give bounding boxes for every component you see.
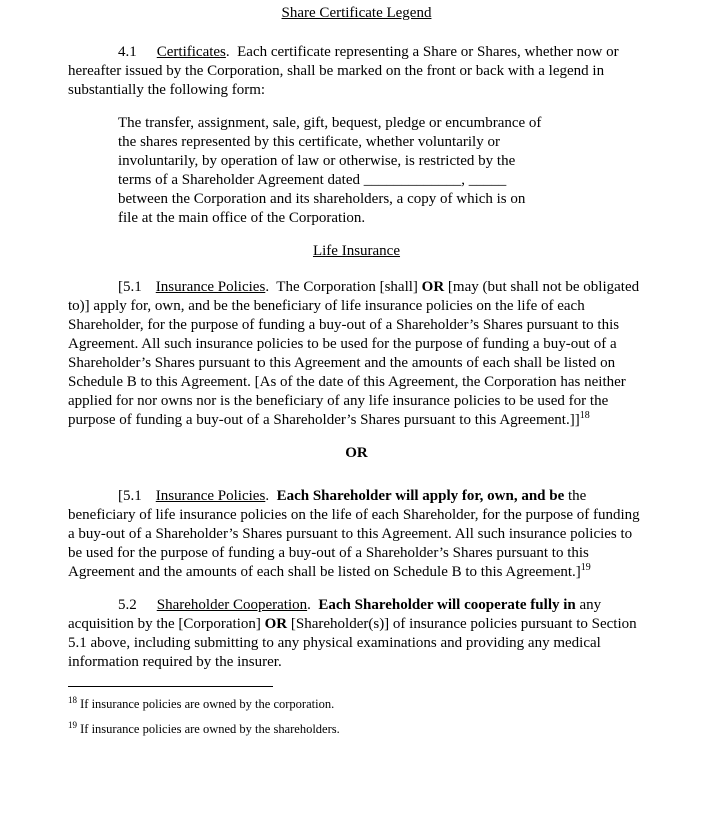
- footnote-18: [68, 696, 645, 712]
- certificate-legend-quote: The transfer, assignment, sale, gift, bequest, pledge or encumbrance of the shares represented by this certificate, whether voluntarily or involuntarily, by operation of law or otherwise, is restricted by the terms of a Shareholder Agreement dated _____________, _____ between the Corporation and its shareholders, a copy of which is on file at the main office of the Corporation.: [118, 115, 542, 226]
- footnote-18-number: 18: [68, 694, 77, 705]
- footnote-separator: [68, 686, 273, 687]
- document-title-text: Share Certificate Legend: [281, 5, 432, 21]
- or-divider: OR: [345, 445, 368, 461]
- section-5-1-alt2-paragraph: [5.1 Insurance Policies. Each Shareholder will apply for, own, and be the beneficiary of life insurance policies on the life of each Shareholder, for the purpose of funding a buy-out of a Shareholder’s Shares pursuant to this Agreement. All such insurance policies to be used for the purpose of funding a buy-out of a Shareholder’s Shares pursuant to this Agreement and the amounts of each shall be listed on Schedule B to this Agreement.]$^{19}$: [68, 488, 640, 580]
- footnote-19: [68, 721, 645, 737]
- section-5-1-alt1-paragraph: [5.1 Insurance Policies. The Corporation [shall] OR [may (but shall not be obligated to)] apply for, own, and be the beneficiary of life insurance policies on the life of each Shareholder, for the purpose of funding a buy-out of a Shareholder’s Shares pursuant to this Agreement. All such insurance policies to be used for the purpose of funding a buy-out of a Shareholder’s Shares pursuant to this Agreement and the amounts of each shall be listed on Schedule B to this Agreement. [As of the date of this Agreement, the Corporation has neither applied for nor owns nor is the beneficiary of any life insurance policies to be used for the purpose of funding a buy-out of a Shareholder’s Shares pursuant to this Agreement.]]$^{18}$: [68, 279, 640, 428]
- life-insurance-heading: [68, 242, 645, 261]
- section-5-2-paragraph: 5.2 Shareholder Cooperation. Each Shareholder will cooperate fully in any acquisition by the [Corporation] OR [Shareholder(s)] of insurance policies pursuant to Section 5.1 above, including submitting to any physical examinations and providing any medical information required by the insurer.: [68, 597, 637, 670]
- life-insurance-heading-text: Life Insurance: [312, 243, 401, 259]
- footnote-19-number: 19: [68, 719, 77, 730]
- footnote-19-text: If insurance policies are owned by the shareholders.: [80, 722, 340, 736]
- section-4-1-paragraph: 4.1 Certificates. Each certificate representing a Share or Shares, whether now or hereafter issued by the Corporation, shall be marked on the front or back with a legend in substantially the following form:: [68, 44, 619, 98]
- document-title: [68, 4, 645, 23]
- footnote-18-text: If insurance policies are owned by the corporation.: [80, 697, 335, 711]
